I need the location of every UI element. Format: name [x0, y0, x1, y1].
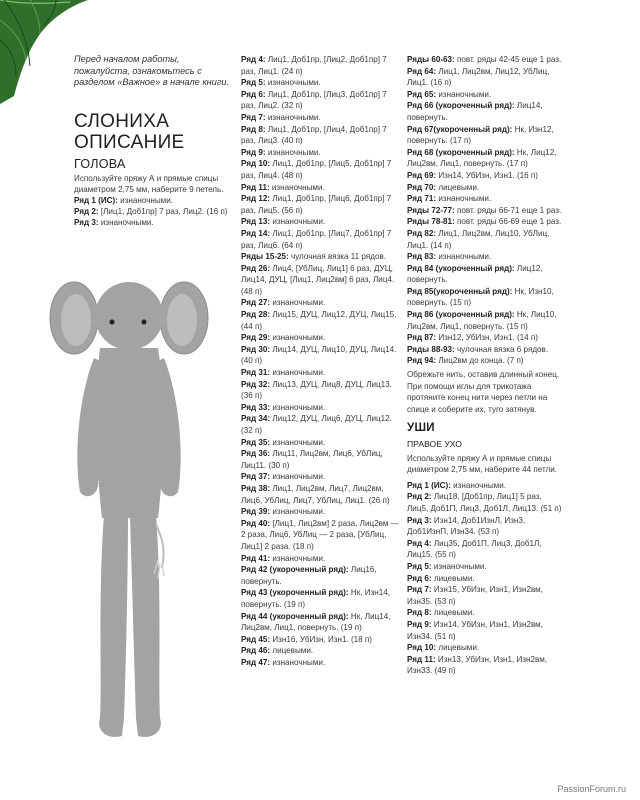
row-item: Ряд 8: Лиц1, Доб1пр, [Лиц4, Доб1пр] 7 раз, Лиц3. (40 п) [241, 124, 387, 146]
row-item: Ряд 6: лицевыми. [407, 573, 475, 583]
row-item: Ряды 15-25: чулочная вязка 11 рядов. [241, 252, 386, 262]
row-item: Ряд 32: Лиц13, ДУЦ, Лиц8, ДУЦ, Лиц13. (36 п) [241, 379, 392, 401]
row-item: Ряд 46: лицевыми. [241, 646, 314, 656]
row-item: Ряды 72-77: повт. ряды 66-71 еще 1 раз. [407, 205, 562, 215]
row-item: Ряд 4: Лиц35, Доб1П, Лиц3, Доб1Л, Лиц15. (55 п) [407, 538, 542, 560]
row-item: Ряд 5: изнаночными. [407, 561, 487, 571]
title-line-1: СЛОНИХА [74, 110, 170, 132]
head-instructions [74, 173, 232, 229]
row-item: Ряд 9: изнаночными. [241, 147, 321, 157]
row-item: Ряд 9: Изн14, УбИзн, Изн1, Изн2вм, Изн34. (51 п) [407, 619, 543, 641]
row-item: Ряд 14: Лиц1, Доб1пр, [Лиц7, Доб1пр] 7 раз, Лиц6. (64 п) [241, 228, 392, 250]
watermark: PassionForum.ru [557, 784, 626, 794]
row-item: Ряд 28: Лиц15, ДУЦ, Лиц12, ДУЦ, Лиц15. (44 п) [241, 310, 397, 331]
section-title-head: ГОЛОВА [74, 156, 126, 171]
row-item: Ряд 1 (ИС): изнаночными. [74, 195, 173, 205]
section-title-ears: УШИ [407, 422, 435, 435]
row-item: Ряд 7: изнаночными. [241, 112, 321, 122]
row-item: Ряд 38: Лиц1, Лиц2вм, Лиц7, Лиц2вм, Лиц6, УбЛиц, Лиц7, УбЛиц, Лиц1. (26 п) [241, 483, 390, 505]
ear-intro: Используйте пряжу А и прямые спицы диаметром 2,75 мм, наберите 44 петли. [407, 453, 557, 475]
head-intro: Используйте пряжу А и прямые спицы диаметром 2,75 мм, наберите 9 петель. [74, 173, 224, 194]
row-item: Ряд 3: Изн14, Доб1ИзнЛ, Изн3, Доб1ИзнП, Изн34. (53 п) [407, 515, 526, 537]
row-item: Ряд 5: изнаночными. [241, 78, 321, 88]
row-item: Ряд 26: Лиц4, [УбЛиц, Лиц1] 6 раз, ДУЦ, Лиц14, ДУЦ, [Лиц1, Лиц2вм] 6 раз, Лиц4. (48 п) [241, 263, 395, 296]
row-item: Ряд 13: изнаночными. [241, 217, 326, 227]
row-item: Ряд 7: Изн15, УбИзн, Изн1, Изн2вм, Изн35. (53 п) [407, 585, 543, 606]
instructions-column-3 [407, 54, 564, 677]
row-item: Ряд 45: Изн16, УбИзн, Изн1. (18 п) [241, 634, 372, 644]
row-item: Ряд 69: Изн14, УбИзн, Изн1. (16 п) [407, 170, 538, 180]
row-item: Ряды 78-81: повт. ряды 66-69 еще 1 раз. [407, 217, 562, 227]
row-item: Ряд 11: изнаночными. [241, 182, 325, 192]
row-item: Ряд 84 (укороченный ряд): Лиц12, повернуть. [407, 263, 543, 285]
instructions-column-2 [241, 54, 401, 668]
row-item: Ряд 29: изнаночными. [241, 333, 326, 343]
row-item: Ряды 60-63: повт. ряды 42-45 еще 1 раз. [407, 55, 562, 64]
row-item: Ряд 67(укороченный ряд): Нк, Изн12, повернуть. (17 п) [407, 124, 554, 146]
intro-note: Перед началом работы, пожалуйста, ознакомьтесь с разделом «Важное» в начале книги. [74, 54, 230, 87]
row-item: Ряд 6: Лиц1, Доб1пр, [Лиц3, Доб1пр] 7 раз, Лиц2. (32 п) [241, 89, 387, 111]
row-item: Ряд 82: Лиц1, Лиц2вм, Лиц10, УбЛиц, Лиц1. (14 п) [407, 228, 550, 250]
row-item: Ряд 64: Лиц1, Лиц2вм, Лиц12, УбЛиц, Лиц1. (16 п) [407, 66, 550, 88]
row-item: Ряд 2: Лиц18, [Доб1пр, Лиц1] 5 раз, Лиц5, Доб1П, Лиц3, Доб1Л, Лиц13. (51 п) [407, 492, 562, 513]
page-title [74, 111, 232, 153]
row-item: Ряд 94: Лиц2вм до конца. (7 п) [407, 356, 524, 366]
row-item: Ряд 83: изнаночными. [407, 252, 492, 262]
row-item: Ряд 11: Изн13, УбИзн, Изн1, Изн2вм, Изн33. (49 п) [407, 654, 548, 676]
row-item: Ряд 30: Лиц14, ДУЦ, Лиц10, ДУЦ, Лиц14. (40 п) [241, 344, 397, 366]
row-item: Ряд 47: изнаночными. [241, 657, 326, 667]
row-item: Ряд 39: изнаночными. [241, 507, 326, 517]
left-column [60, 54, 232, 229]
row-item: Ряд 66 (укороченный ряд): Лиц14, повернуть. [407, 101, 543, 122]
row-item: Ряды 88-93: чулочная вязка 6 рядов. [407, 344, 549, 354]
row-item: Ряд 87: Изн12, УбИзн, Изн1. (14 п) [407, 333, 538, 343]
row-item: Ряд 85(укороченный ряд): Нк, Изн10, повернуть. (15 п) [407, 286, 554, 308]
row-item: Ряд 4: Лиц1, Доб1пр, [Лиц2, Доб1пр] 7 раз, Лиц1. (24 п) [241, 55, 387, 76]
row-item: Ряд 33: изнаночными. [241, 402, 326, 412]
row-item: Ряд 36: Лиц11, Лиц2вм, Лиц6, УбЛиц, Лиц11. (30 п) [241, 449, 383, 470]
row-item: Ряд 31: изнаночными. [241, 368, 326, 378]
row-item: Ряд 40: [Лиц1, Лиц2вм] 2 раза, Лиц2вм — 2 раза, Лиц6, УбЛиц — 2 раза, [УбЛиц, Лиц1] 2 раза. (18 п) [241, 518, 399, 551]
row-item: Ряд 1 (ИС): изнаночными. [407, 480, 506, 490]
row-item: Ряд 2: [Лиц1, Доб1пр] 7 раз, Лиц2. (16 п) [74, 207, 228, 217]
row-item: Ряд 65: изнаночными. [407, 89, 492, 99]
row-item: Ряд 8: лицевыми. [407, 608, 475, 618]
row-item: Ряд 71: изнаночными. [407, 194, 492, 204]
row-item: Ряд 37: изнаночными. [241, 472, 326, 482]
row-item: Ряд 12: Лиц1, Доб1пр, [Лиц6, Доб1пр] 7 раз, Лиц5. (56 п) [241, 194, 392, 215]
subsection-title-right-ear: ПРАВОЕ УХО [407, 439, 462, 449]
row-item: Ряд 35: изнаночными. [241, 437, 326, 447]
row-item: Ряд 70: лицевыми. [407, 182, 480, 192]
row-item: Ряд 43 (укороченный ряд): Нк, Изн14, повернуть. (19 п) [241, 588, 391, 609]
row-item: Ряд 68 (укороченный ряд): Нк, Лиц12, Лиц2вм, Лиц1, повернуть. (17 п) [407, 147, 557, 169]
finish-text: Обрежьте нить, оставив длинный конец. При помощи иглы для трикотажа протяните конец нити через петли на спице и соберите их, туго затянув. [407, 370, 560, 414]
row-item: Ряд 86 (укороченный ряд): Нк, Лиц10, Лиц2вм, Лиц1, повернуть. (15 п) [407, 310, 557, 331]
row-item: Ряд 41: изнаночными. [241, 553, 326, 563]
title-line-2: ОПИСАНИЕ [74, 131, 185, 153]
row-item: Ряд 10: лицевыми. [407, 643, 480, 653]
knitted-elephant-image [40, 278, 220, 753]
row-item: Ряд 42 (укороченный ряд): Лиц16, повернуть. [241, 565, 377, 586]
row-item: Ряд 44 (укороченный ряд): Нк, Лиц14, Лиц2вм, Лиц1, повернуть. (19 п) [241, 611, 391, 633]
row-item: Ряд 10: Лиц1, Доб1пр, [Лиц5, Доб1пр] 7 раз, Лиц4. (48 п) [241, 159, 392, 180]
row-item: Ряд 27: изнаночными. [241, 298, 326, 308]
row-item: Ряд 3: изнаночными. [74, 218, 154, 228]
row-item: Ряд 34: Лиц12, ДУЦ, Лиц6, ДУЦ, Лиц12. (32 п) [241, 414, 392, 435]
